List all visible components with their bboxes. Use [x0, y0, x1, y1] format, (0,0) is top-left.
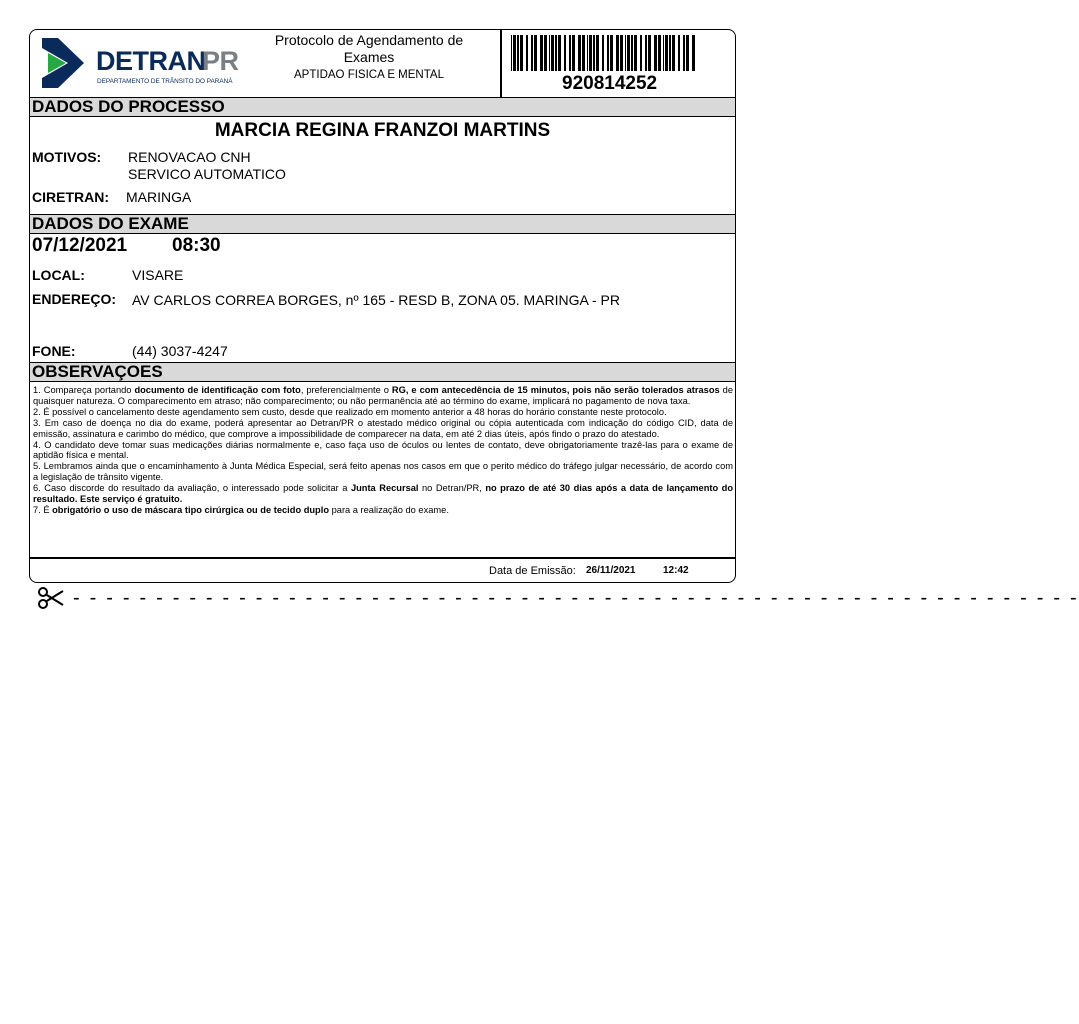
form-header — [30, 30, 735, 98]
ciretran-value: MARINGA — [126, 189, 192, 205]
observacao-text: documento de identificação com foto — [134, 385, 301, 395]
fone-value: (44) 3037-4247 — [132, 343, 228, 359]
svg-text:DEPARTAMENTO DE TRÂNSITO DO PA: DEPARTAMENTO DE TRÂNSITO DO PARANÁ — [97, 78, 233, 85]
observacao-text: no Detran/PR, — [418, 483, 486, 494]
observacoes-divider — [30, 557, 735, 559]
motivos-label: MOTIVOS: — [32, 149, 102, 165]
exam-date: 07/12/2021 — [32, 235, 128, 256]
local-value: VISARE — [132, 267, 184, 283]
document-title: Protocolo de Agendamento de Exames — [274, 32, 464, 65]
observacao-item — [33, 385, 733, 407]
emissao-date: 26/11/2021 — [586, 565, 636, 576]
observacao-item — [33, 483, 733, 505]
observacao-item — [33, 440, 733, 462]
emissao-label: Data de Emissão: — [489, 565, 576, 577]
observacao-text: RG, e com antecedência de 15 minutos, pois não serão tolerados atrasos — [391, 385, 720, 395]
ciretran-label: CIRETRAN: — [32, 189, 109, 205]
observacao-item — [33, 461, 733, 483]
observacao-text: 1. Compareça portando — [33, 385, 135, 395]
observacao-text: no prazo de até 30 dias após a data de lançamento do resultado. Este serviço é gratuito. — [33, 483, 734, 505]
local-label: LOCAL: — [32, 267, 85, 283]
observacao-text: 7. É — [33, 504, 53, 515]
observacao-text: para a realização do exame. — [329, 504, 449, 515]
section-processo-header: DADOS DO PROCESSO — [30, 97, 735, 117]
barcode — [511, 35, 695, 71]
exam-type: APTIDAO FISICA E MENTAL — [294, 69, 444, 81]
protocol-form — [29, 29, 736, 583]
observacao-text: , preferencialmente o — [300, 385, 392, 395]
exam-time: 08:30 — [172, 235, 221, 256]
section-exame-header: DADOS DO EXAME — [30, 214, 735, 234]
observacao-item — [33, 505, 733, 516]
observacao-text: 2. É possível o cancelamento deste agendamento sem custo, desde que realizado em momento anterior a 48 horas do horário constante neste protocolo. — [33, 406, 667, 417]
endereco-value: AV CARLOS CORREA BORGES, nº 165 - RESD B, ZONA 05. MARINGA - PR — [132, 292, 620, 308]
observacao-text: 3. Em caso de doença no dia do exame, poderá apresentar ao Detran/PR o atestado médico original ou cópia autenticada com indicação do código CID, data de emissão, assinatura e carimbo do médico, que comprove a impossibilidade de comparecer na data, em até 2 dias úteis, após findo o prazo do atestado. — [33, 417, 733, 439]
observacao-text: 4. O candidato deve tomar suas medicações diárias normalmente e, caso faça uso de óculos ou lentes de contato, deve obrigatoriamente trazê-las para o exame de aptidão física e mental. — [33, 439, 733, 461]
motivo-item: RENOVACAO CNH — [128, 149, 251, 165]
svg-text:PR: PR — [202, 46, 239, 76]
dashed-line: - - - - - - - - - - - - - - - - - - - - - - - - - - - - - - - - - - - - - - - - - - - - - - - - - - - - - - - - - - - - - — [73, 587, 1079, 609]
section-observacoes-header: OBSERVAÇOES — [30, 362, 735, 382]
header-divider — [500, 30, 502, 98]
svg-text:DETRAN: DETRAN — [96, 46, 206, 76]
fone-label: FONE: — [32, 343, 76, 359]
observacao-item — [33, 418, 733, 440]
scissors-icon — [37, 586, 65, 610]
observacoes-list — [33, 385, 733, 516]
endereco-label: ENDEREÇO: — [32, 291, 117, 307]
observacao-text: 6. Caso discorde do resultado da avaliação, o interessado pode solicitar a — [33, 483, 351, 494]
observacao-text: Junta Recursal — [350, 483, 419, 494]
emissao-time: 12:42 — [663, 565, 689, 576]
observacao-text: 5. Lembramos ainda que o encaminhamento à Junta Médica Especial, será feito apenas nos casos em que o perito médico do tráfego julgar necessário, de acordo com a legislação de trânsito vigente. — [33, 461, 733, 483]
cut-line — [37, 586, 1079, 610]
applicant-name: MARCIA REGINA FRANZOI MARTINS — [214, 120, 551, 141]
observacao-item — [33, 407, 733, 418]
observacao-text: de quaisquer natureza. O comparecimento em atraso; não comparecimento; ou não permanência até ao término do exame, implicará no pagamento de nova taxa. — [33, 385, 734, 406]
motivo-item: SERVICO AUTOMATICO — [128, 166, 286, 182]
protocol-number: 920814252 — [562, 73, 658, 94]
detran-logo — [40, 36, 240, 90]
observacao-text: obrigatório o uso de máscara tipo cirúrgica ou de tecido duplo — [52, 504, 330, 515]
